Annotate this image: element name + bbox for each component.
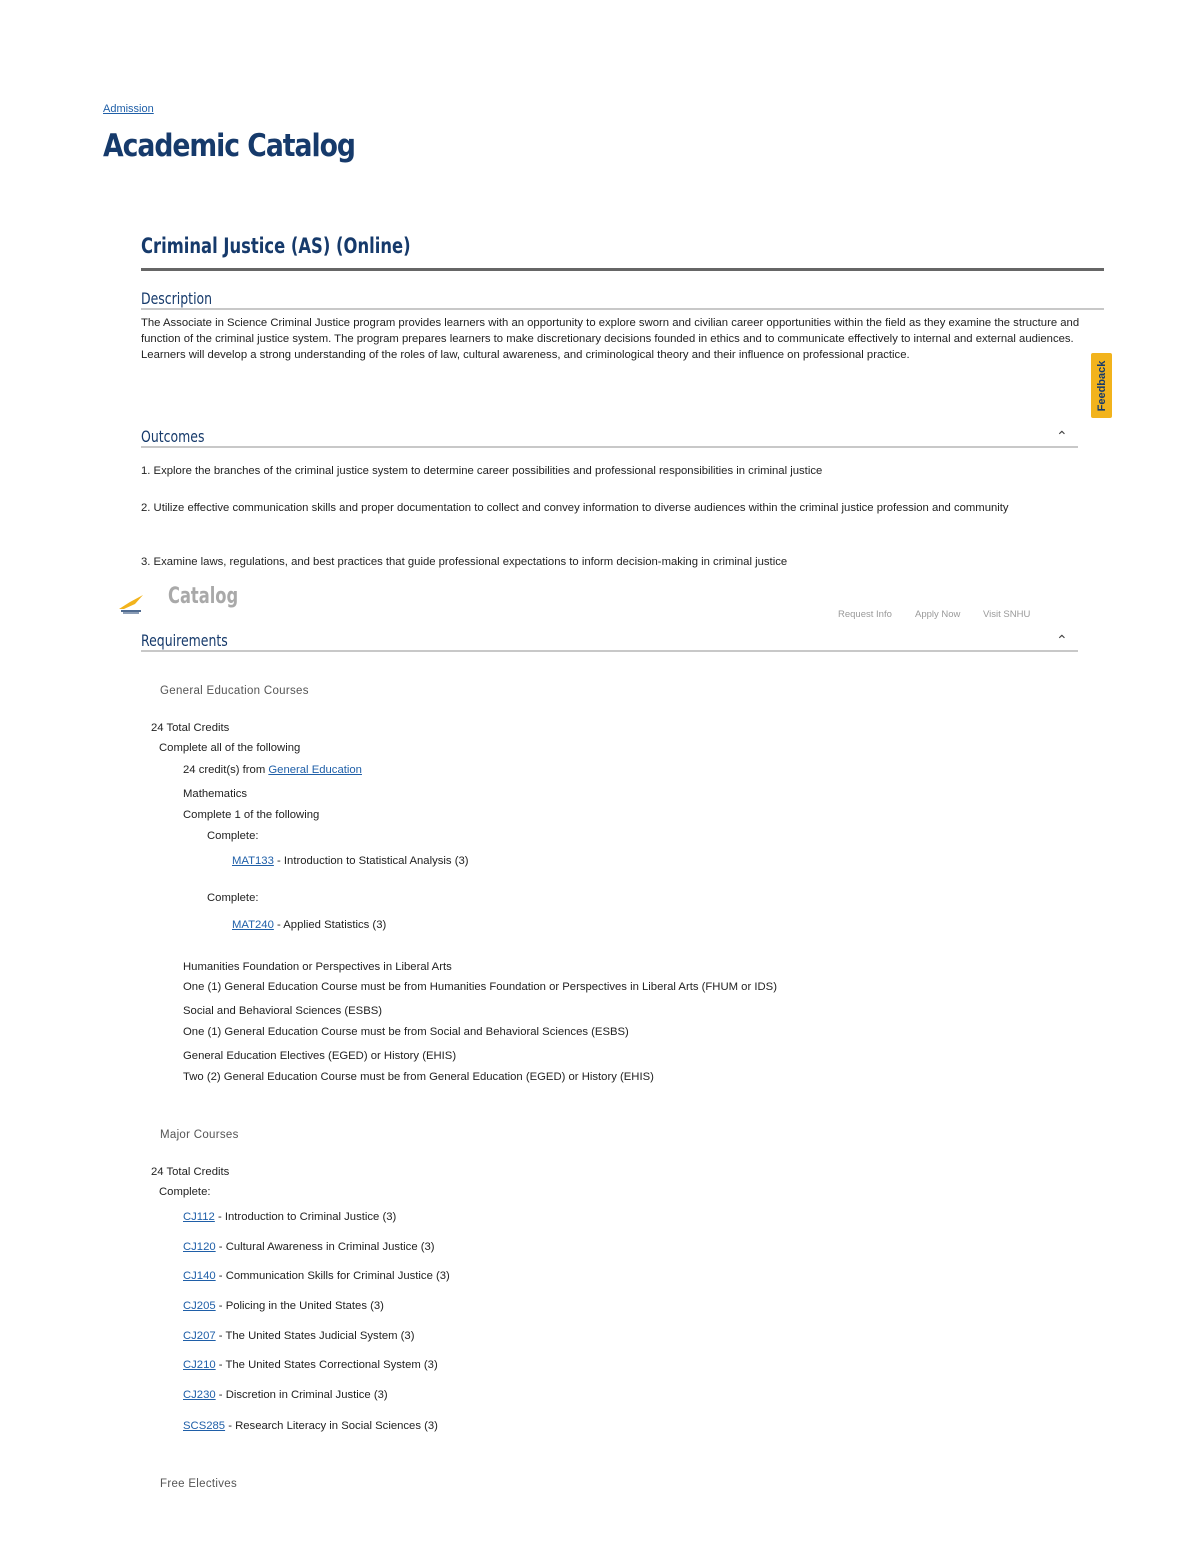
course-link-cj140[interactable]: CJ140: [183, 1270, 216, 1282]
outcome-item: 3. Examine laws, regulations, and best practices that guide professional expectations to inform decision-making in criminal justice: [141, 556, 788, 568]
program-title: Criminal Justice (AS) (Online): [141, 234, 411, 258]
visit-snhu-link[interactable]: Visit SNHU: [983, 609, 1031, 620]
feedback-label: Feedback: [1095, 360, 1108, 411]
program-title-divider: [141, 268, 1104, 271]
course-row: [183, 1211, 396, 1223]
course-row: [183, 1270, 450, 1282]
major-total-credits: 24 Total Credits: [151, 1166, 230, 1178]
humanities-rule: One (1) General Education Course must be from Humanities Foundation or Perspectives in Liberal Arts (FHUM or IDS): [183, 981, 777, 993]
course-row: [183, 1300, 384, 1312]
course-row: [183, 1389, 388, 1401]
gen-ed-complete-all: Complete all of the following: [159, 742, 301, 754]
complete-label: Complete:: [207, 830, 259, 842]
complete-one-label: Complete 1 of the following: [183, 809, 320, 821]
outcome-item: 1. Explore the branches of the criminal justice system to determine career possibilities and professional responsibilities in criminal justice: [141, 465, 823, 477]
catalog-title[interactable]: Catalog: [168, 584, 239, 609]
outcome-item: 2. Utilize effective communication skills and proper documentation to collect and convey information to diverse audiences within the criminal justice profession and community: [141, 502, 1009, 514]
outcomes-divider: [141, 446, 1078, 448]
chevron-up-icon[interactable]: ⌃: [1056, 428, 1068, 444]
esbs-rule: One (1) General Education Course must be from Social and Behavioral Sciences (ESBS): [183, 1026, 629, 1038]
gen-ed-credits-line: [183, 764, 362, 776]
course-row: [183, 1330, 414, 1342]
course-link-cj205[interactable]: CJ205: [183, 1300, 216, 1312]
course-title: - Applied Statistics (3): [273, 919, 387, 931]
major-heading: Major Courses: [160, 1129, 239, 1141]
description-heading: Description: [141, 289, 213, 308]
outcomes-heading[interactable]: Outcomes: [141, 427, 205, 446]
course-link-scs285[interactable]: SCS285: [183, 1420, 226, 1432]
course-title: - Research Literacy in Social Sciences (3): [225, 1420, 438, 1432]
course-title: - Discretion in Criminal Justice (3): [215, 1389, 388, 1401]
course-title: - Cultural Awareness in Criminal Justice (3): [215, 1241, 435, 1253]
general-education-link[interactable]: General Education: [268, 764, 362, 776]
eged-rule: Two (2) General Education Course must be from General Education (EGED) or History (EHIS): [183, 1071, 654, 1083]
course-row: [183, 1359, 438, 1371]
eged-label: General Education Electives (EGED) or History (EHIS): [183, 1050, 457, 1062]
requirements-heading[interactable]: Requirements: [141, 631, 228, 650]
description-divider: [141, 308, 1104, 310]
course-title: - The United States Correctional System (3): [215, 1359, 438, 1371]
course-link-cj120[interactable]: CJ120: [183, 1241, 216, 1253]
feedback-tab[interactable]: [1091, 353, 1112, 418]
gen-ed-heading: General Education Courses: [160, 685, 309, 697]
course-title: - Introduction to Statistical Analysis (3): [273, 855, 469, 867]
chevron-up-icon[interactable]: ⌃: [1056, 632, 1068, 648]
gen-ed-credits-prefix: 24 credit(s) from: [183, 764, 269, 776]
major-complete-label: Complete:: [159, 1186, 211, 1198]
course-link-cj112[interactable]: CJ112: [183, 1211, 215, 1223]
complete-label: Complete:: [207, 892, 259, 904]
humanities-label: Humanities Foundation or Perspectives in Liberal Arts: [183, 961, 452, 973]
request-info-link[interactable]: Request Info: [838, 609, 892, 620]
free-electives-heading: Free Electives: [160, 1478, 238, 1490]
mathematics-label: Mathematics: [183, 788, 248, 800]
course-link-cj207[interactable]: CJ207: [183, 1330, 216, 1342]
course-link-mat133[interactable]: MAT133: [232, 855, 274, 867]
course-title: - Communication Skills for Criminal Justice (3): [215, 1270, 450, 1282]
description-text: The Associate in Science Criminal Justice program provides learners with an opportunity to explore sworn and civilian career opportunities within the field as they examine the structure and function of the criminal justice system. The program prepares learners to make discretionary decisions founded in ethics and to communicate effectively to internal and external audiences. Learners will develop a strong understanding of the roles of law, cultural awareness, and criminological theory and their influence on professional practice.: [141, 317, 1080, 361]
course-title: - Policing in the United States (3): [215, 1300, 384, 1312]
esbs-label: Social and Behavioral Sciences (ESBS): [183, 1005, 383, 1017]
breadcrumb-admission[interactable]: Admission: [103, 103, 154, 115]
course-row: [183, 1241, 435, 1253]
course-title: - Introduction to Criminal Justice (3): [214, 1211, 397, 1223]
course-link-mat240[interactable]: MAT240: [232, 919, 274, 931]
requirements-divider: [141, 650, 1078, 652]
apply-now-link[interactable]: Apply Now: [915, 609, 961, 620]
course-title: - The United States Judicial System (3): [215, 1330, 415, 1342]
course-row: [232, 919, 386, 931]
course-link-cj210[interactable]: CJ210: [183, 1359, 216, 1371]
course-link-cj230[interactable]: CJ230: [183, 1389, 216, 1401]
course-row: [183, 1420, 438, 1432]
snhu-penmen-logo-icon[interactable]: [118, 594, 144, 614]
gen-ed-total-credits: 24 Total Credits: [151, 722, 230, 734]
course-row: [232, 855, 469, 867]
page-title: Academic Catalog: [103, 128, 355, 164]
